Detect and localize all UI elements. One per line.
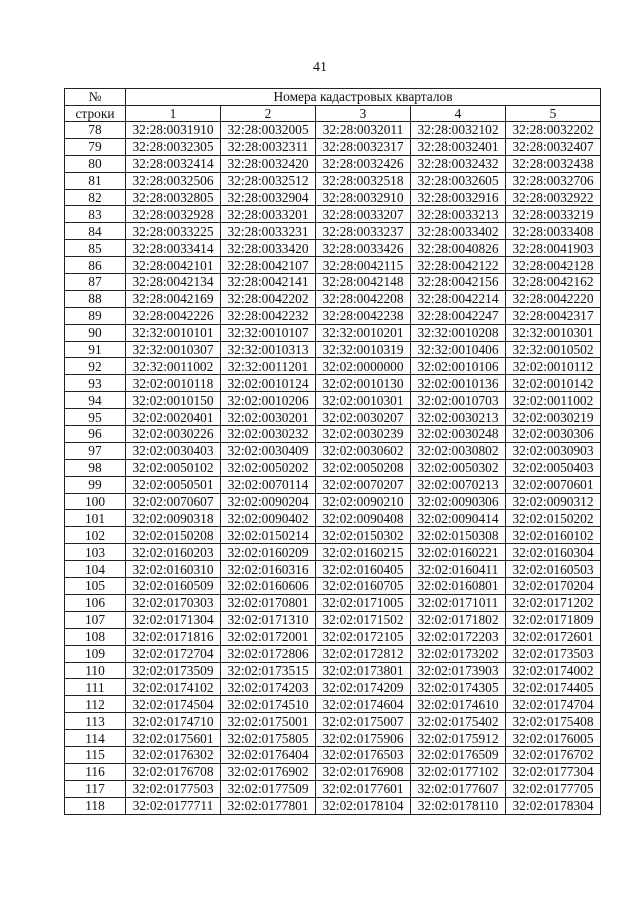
row-number-cell: 99 [65,476,126,493]
cadastral-number-cell: 32:02:0011002 [506,392,601,409]
cadastral-number-cell: 32:28:0032305 [126,138,221,155]
cadastral-number-cell: 32:02:0174510 [221,696,316,713]
row-number-cell: 117 [65,780,126,797]
cadastral-number-cell: 32:28:0042202 [221,290,316,307]
cadastral-number-cell: 32:02:0070607 [126,493,221,510]
cadastral-number-cell: 32:02:0172601 [506,628,601,645]
cadastral-number-cell: 32:02:0171310 [221,611,316,628]
table-row [65,206,601,223]
cadastral-number-cell: 32:28:0042128 [506,257,601,274]
row-number-cell: 88 [65,290,126,307]
row-number-cell: 97 [65,442,126,459]
cadastral-number-cell: 32:32:0010406 [411,341,506,358]
row-number-cell: 110 [65,662,126,679]
row-number-cell: 94 [65,392,126,409]
cadastral-number-cell: 32:32:0011002 [126,358,221,375]
row-number-cell: 96 [65,426,126,443]
table-row [65,493,601,510]
row-number-cell: 79 [65,138,126,155]
cadastral-number-cell: 32:02:0172806 [221,645,316,662]
cadastral-number-cell: 32:02:0178110 [411,797,506,814]
cadastral-number-cell: 32:02:0000000 [316,358,411,375]
row-number-cell: 90 [65,324,126,341]
row-number-cell: 80 [65,155,126,172]
cadastral-number-cell: 32:02:0172001 [221,628,316,645]
cadastral-number-cell: 32:02:0177509 [221,780,316,797]
header-column-number: 4 [411,105,506,122]
cadastral-number-cell: 32:02:0090210 [316,493,411,510]
cadastral-number-cell: 32:28:0042134 [126,274,221,291]
cadastral-number-cell: 32:02:0150302 [316,527,411,544]
cadastral-number-cell: 32:02:0160606 [221,578,316,595]
row-number-cell: 93 [65,375,126,392]
cadastral-number-cell: 32:02:0010703 [411,392,506,409]
cadastral-number-cell: 32:28:0032317 [316,138,411,155]
table-row [65,122,601,139]
cadastral-number-cell: 32:02:0010142 [506,375,601,392]
cadastral-number-cell: 32:02:0030802 [411,442,506,459]
cadastral-number-cell: 32:28:0033207 [316,206,411,223]
cadastral-number-cell: 32:28:0042141 [221,274,316,291]
cadastral-number-cell: 32:02:0010206 [221,392,316,409]
cadastral-number-cell: 32:02:0170801 [221,594,316,611]
cadastral-number-cell: 32:02:0176509 [411,746,506,763]
row-number-cell: 95 [65,409,126,426]
cadastral-number-cell: 32:02:0172704 [126,645,221,662]
cadastral-number-cell: 32:28:0042226 [126,307,221,324]
cadastral-number-cell: 32:02:0050302 [411,459,506,476]
cadastral-number-cell: 32:02:0177102 [411,763,506,780]
cadastral-number-cell: 32:02:0177607 [411,780,506,797]
cadastral-number-cell: 32:02:0010124 [221,375,316,392]
cadastral-number-cell: 32:02:0176708 [126,763,221,780]
cadastral-number-cell: 32:02:0174203 [221,679,316,696]
cadastral-number-cell: 32:28:0033426 [316,240,411,257]
cadastral-number-cell: 32:28:0042101 [126,257,221,274]
cadastral-number-cell: 32:02:0160304 [506,544,601,561]
row-number-cell: 100 [65,493,126,510]
row-number-cell: 103 [65,544,126,561]
table-row [65,155,601,172]
cadastral-number-cell: 32:02:0150214 [221,527,316,544]
cadastral-number-cell: 32:02:0150308 [411,527,506,544]
cadastral-number-cell: 32:02:0174610 [411,696,506,713]
table-row [65,544,601,561]
cadastral-number-cell: 32:02:0030201 [221,409,316,426]
cadastral-number-cell: 32:02:0020401 [126,409,221,426]
cadastral-number-cell: 32:28:0033213 [411,206,506,223]
cadastral-number-cell: 32:02:0090318 [126,510,221,527]
cadastral-number-cell: 32:28:0032904 [221,189,316,206]
cadastral-number-cell: 32:28:0032438 [506,155,601,172]
cadastral-number-cell: 32:02:0173509 [126,662,221,679]
table-row [65,713,601,730]
row-number-cell: 101 [65,510,126,527]
cadastral-number-cell: 32:02:0174704 [506,696,601,713]
cadastral-number-cell: 32:02:0030207 [316,409,411,426]
table-row [65,578,601,595]
cadastral-number-cell: 32:28:0032432 [411,155,506,172]
row-number-cell: 84 [65,223,126,240]
cadastral-number-cell: 32:02:0177801 [221,797,316,814]
cadastral-number-cell: 32:28:0032426 [316,155,411,172]
table-row [65,628,601,645]
table-row [65,763,601,780]
row-number-cell: 105 [65,578,126,595]
page-number: 41 [313,60,327,75]
row-number-cell: 91 [65,341,126,358]
cadastral-number-cell: 32:02:0174002 [506,662,601,679]
cadastral-number-cell: 32:02:0050403 [506,459,601,476]
cadastral-number-cell: 32:28:0032506 [126,172,221,189]
row-number-cell: 114 [65,730,126,747]
cadastral-number-cell: 32:32:0010208 [411,324,506,341]
cadastral-number-cell: 32:28:0032011 [316,122,411,139]
cadastral-number-cell: 32:02:0176005 [506,730,601,747]
row-number-cell: 86 [65,257,126,274]
cadastral-number-cell: 32:28:0042247 [411,307,506,324]
cadastral-quarters-table [64,88,601,815]
header-column-number: 2 [221,105,316,122]
cadastral-number-cell: 32:02:0030903 [506,442,601,459]
cadastral-number-cell: 32:02:0176902 [221,763,316,780]
cadastral-number-cell: 32:02:0070114 [221,476,316,493]
cadastral-number-cell: 32:02:0175402 [411,713,506,730]
cadastral-number-cell: 32:02:0050501 [126,476,221,493]
table-row [65,307,601,324]
cadastral-number-cell: 32:02:0177601 [316,780,411,797]
cadastral-number-cell: 32:02:0175001 [221,713,316,730]
cadastral-number-cell: 32:32:0011201 [221,358,316,375]
cadastral-number-cell: 32:28:0042214 [411,290,506,307]
cadastral-number-cell: 32:02:0010136 [411,375,506,392]
cadastral-number-cell: 32:28:0042148 [316,274,411,291]
cadastral-number-cell: 32:02:0050102 [126,459,221,476]
cadastral-number-cell: 32:28:0042115 [316,257,411,274]
cadastral-number-cell: 32:02:0174604 [316,696,411,713]
table-row [65,459,601,476]
table-row [65,527,601,544]
cadastral-number-cell: 32:32:0010307 [126,341,221,358]
table-row [65,746,601,763]
cadastral-number-cell: 32:02:0174405 [506,679,601,696]
cadastral-number-cell: 32:02:0160221 [411,544,506,561]
cadastral-number-cell: 32:32:0010313 [221,341,316,358]
cadastral-number-cell: 32:32:0010319 [316,341,411,358]
cadastral-number-cell: 32:28:0032922 [506,189,601,206]
table-row [65,611,601,628]
cadastral-number-cell: 32:02:0160102 [506,527,601,544]
row-number-cell: 83 [65,206,126,223]
cadastral-number-cell: 32:02:0090312 [506,493,601,510]
table-row [65,172,601,189]
cadastral-number-cell: 32:32:0010107 [221,324,316,341]
cadastral-number-cell: 32:28:0033219 [506,206,601,223]
cadastral-number-cell: 32:02:0160503 [506,561,601,578]
cadastral-number-cell: 32:02:0174102 [126,679,221,696]
cadastral-number-cell: 32:02:0050208 [316,459,411,476]
cadastral-number-cell: 32:02:0090306 [411,493,506,510]
cadastral-number-cell: 32:28:0032910 [316,189,411,206]
row-number-cell: 78 [65,122,126,139]
cadastral-number-cell: 32:02:0174710 [126,713,221,730]
cadastral-number-cell: 32:02:0176908 [316,763,411,780]
row-number-cell: 81 [65,172,126,189]
cadastral-number-cell: 32:02:0030602 [316,442,411,459]
cadastral-number-cell: 32:28:0032202 [506,122,601,139]
cadastral-number-cell: 32:02:0177705 [506,780,601,797]
cadastral-number-cell: 32:02:0090408 [316,510,411,527]
row-number-cell: 98 [65,459,126,476]
cadastral-number-cell: 32:02:0176702 [506,746,601,763]
cadastral-number-cell: 32:02:0175906 [316,730,411,747]
table-row [65,696,601,713]
table-row [65,510,601,527]
cadastral-number-cell: 32:02:0160509 [126,578,221,595]
cadastral-number-cell: 32:28:0033414 [126,240,221,257]
cadastral-number-cell: 32:02:0175912 [411,730,506,747]
cadastral-number-cell: 32:02:0010118 [126,375,221,392]
cadastral-number-cell: 32:02:0160203 [126,544,221,561]
cadastral-number-cell: 32:28:0032605 [411,172,506,189]
cadastral-number-cell: 32:28:0032401 [411,138,506,155]
cadastral-number-cell: 32:02:0010301 [316,392,411,409]
row-number-cell: 106 [65,594,126,611]
cadastral-number-cell: 32:02:0160411 [411,561,506,578]
cadastral-number-cell: 32:28:0032311 [221,138,316,155]
header-row-number-label: строки [65,105,126,122]
table-row [65,662,601,679]
cadastral-number-cell: 32:28:0042220 [506,290,601,307]
row-number-cell: 112 [65,696,126,713]
table-row [65,645,601,662]
cadastral-number-cell: 32:02:0010130 [316,375,411,392]
cadastral-number-cell: 32:02:0171809 [506,611,601,628]
cadastral-number-cell: 32:28:0033408 [506,223,601,240]
cadastral-number-cell: 32:02:0175601 [126,730,221,747]
cadastral-number-cell: 32:32:0010502 [506,341,601,358]
cadastral-number-cell: 32:02:0176503 [316,746,411,763]
cadastral-number-cell: 32:02:0170303 [126,594,221,611]
cadastral-number-cell: 32:02:0030232 [221,426,316,443]
cadastral-number-cell: 32:02:0160705 [316,578,411,595]
cadastral-number-cell: 32:02:0177304 [506,763,601,780]
row-number-cell: 107 [65,611,126,628]
cadastral-number-cell: 32:02:0174504 [126,696,221,713]
cadastral-number-cell: 32:02:0170204 [506,578,601,595]
cadastral-number-cell: 32:28:0033402 [411,223,506,240]
cadastral-number-cell: 32:02:0171202 [506,594,601,611]
cadastral-number-cell: 32:28:0032518 [316,172,411,189]
cadastral-number-cell: 32:02:0177711 [126,797,221,814]
cadastral-number-cell: 32:02:0090402 [221,510,316,527]
table-row [65,679,601,696]
cadastral-number-cell: 32:28:0042156 [411,274,506,291]
table-row [65,426,601,443]
cadastral-number-cell: 32:02:0171304 [126,611,221,628]
cadastral-number-cell: 32:28:0042169 [126,290,221,307]
table-row [65,476,601,493]
cadastral-number-cell: 32:28:0042232 [221,307,316,324]
cadastral-number-cell: 32:02:0160215 [316,544,411,561]
table-row [65,442,601,459]
cadastral-number-cell: 32:02:0178304 [506,797,601,814]
cadastral-number-cell: 32:02:0160405 [316,561,411,578]
cadastral-number-cell: 32:28:0031910 [126,122,221,139]
table-row [65,561,601,578]
table-row [65,358,601,375]
cadastral-number-cell: 32:02:0173903 [411,662,506,679]
cadastral-number-cell: 32:02:0171005 [316,594,411,611]
cadastral-number-cell: 32:28:0040826 [411,240,506,257]
cadastral-number-cell: 32:28:0042238 [316,307,411,324]
cadastral-number-cell: 32:02:0010106 [411,358,506,375]
table-row [65,409,601,426]
cadastral-number-cell: 32:02:0030226 [126,426,221,443]
header-column-number: 5 [506,105,601,122]
cadastral-number-cell: 32:02:0070213 [411,476,506,493]
cadastral-number-cell: 32:02:0030306 [506,426,601,443]
cadastral-number-cell: 32:28:0032916 [411,189,506,206]
row-number-cell: 115 [65,746,126,763]
table-row [65,189,601,206]
cadastral-number-cell: 32:02:0171802 [411,611,506,628]
cadastral-number-cell: 32:28:0042162 [506,274,601,291]
cadastral-number-cell: 32:02:0010150 [126,392,221,409]
cadastral-number-cell: 32:02:0174209 [316,679,411,696]
table-row [65,274,601,291]
row-number-cell: 118 [65,797,126,814]
cadastral-number-cell: 32:02:0150202 [506,510,601,527]
table-row [65,240,601,257]
cadastral-number-cell: 32:02:0173503 [506,645,601,662]
cadastral-number-cell: 32:02:0160209 [221,544,316,561]
table-row [65,797,601,814]
cadastral-number-cell: 32:02:0171011 [411,594,506,611]
cadastral-number-cell: 32:28:0032420 [221,155,316,172]
cadastral-number-cell: 32:02:0172105 [316,628,411,645]
cadastral-number-cell: 32:02:0160316 [221,561,316,578]
cadastral-number-cell: 32:02:0030403 [126,442,221,459]
header-row-number-symbol: № [65,89,126,106]
cadastral-number-cell: 32:28:0033420 [221,240,316,257]
cadastral-number-cell: 32:28:0033231 [221,223,316,240]
cadastral-number-cell: 32:32:0010201 [316,324,411,341]
table-row [65,223,601,240]
cadastral-number-cell: 32:28:0033201 [221,206,316,223]
table-row [65,341,601,358]
row-number-cell: 89 [65,307,126,324]
cadastral-number-cell: 32:02:0171502 [316,611,411,628]
cadastral-number-cell: 32:02:0173202 [411,645,506,662]
cadastral-number-cell: 32:02:0172203 [411,628,506,645]
cadastral-number-cell: 32:28:0032512 [221,172,316,189]
row-number-cell: 82 [65,189,126,206]
table-row [65,257,601,274]
cadastral-number-cell: 32:02:0173801 [316,662,411,679]
row-number-cell: 108 [65,628,126,645]
cadastral-number-cell: 32:02:0175007 [316,713,411,730]
cadastral-number-cell: 32:02:0030213 [411,409,506,426]
row-number-cell: 111 [65,679,126,696]
row-number-cell: 104 [65,561,126,578]
cadastral-number-cell: 32:02:0030409 [221,442,316,459]
row-number-cell: 116 [65,763,126,780]
cadastral-number-cell: 32:28:0042317 [506,307,601,324]
cadastral-number-cell: 32:02:0175408 [506,713,601,730]
cadastral-number-cell: 32:02:0050202 [221,459,316,476]
row-number-cell: 92 [65,358,126,375]
cadastral-number-cell: 32:28:0032005 [221,122,316,139]
cadastral-number-cell: 32:28:0041903 [506,240,601,257]
table-row [65,375,601,392]
header-column-number: 3 [316,105,411,122]
table-row [65,324,601,341]
table-row [65,594,601,611]
cadastral-number-cell: 32:32:0010101 [126,324,221,341]
cadastral-number-cell: 32:28:0032928 [126,206,221,223]
cadastral-number-cell: 32:02:0173515 [221,662,316,679]
table-row [65,730,601,747]
cadastral-number-cell: 32:28:0032706 [506,172,601,189]
cadastral-number-cell: 32:02:0177503 [126,780,221,797]
header-column-number: 1 [126,105,221,122]
cadastral-number-cell: 32:28:0033237 [316,223,411,240]
cadastral-number-cell: 32:28:0032407 [506,138,601,155]
cadastral-number-cell: 32:02:0172812 [316,645,411,662]
table-row [65,138,601,155]
cadastral-number-cell: 32:02:0175805 [221,730,316,747]
cadastral-number-cell: 32:02:0030239 [316,426,411,443]
cadastral-number-cell: 32:02:0010112 [506,358,601,375]
cadastral-number-cell: 32:02:0090414 [411,510,506,527]
cadastral-number-cell: 32:28:0042208 [316,290,411,307]
row-number-cell: 85 [65,240,126,257]
cadastral-number-cell: 32:02:0176302 [126,746,221,763]
cadastral-number-cell: 32:02:0030248 [411,426,506,443]
cadastral-number-cell: 32:02:0178104 [316,797,411,814]
cadastral-number-cell: 32:28:0042107 [221,257,316,274]
cadastral-number-cell: 32:02:0174305 [411,679,506,696]
cadastral-number-cell: 32:02:0150208 [126,527,221,544]
row-number-cell: 102 [65,527,126,544]
cadastral-number-cell: 32:32:0010301 [506,324,601,341]
cadastral-number-cell: 32:02:0070207 [316,476,411,493]
cadastral-number-cell: 32:28:0033225 [126,223,221,240]
table-row [65,780,601,797]
cadastral-number-cell: 32:02:0030219 [506,409,601,426]
cadastral-number-cell: 32:02:0160310 [126,561,221,578]
cadastral-number-cell: 32:02:0176404 [221,746,316,763]
table-row [65,290,601,307]
cadastral-number-cell: 32:02:0160801 [411,578,506,595]
cadastral-number-cell: 32:28:0032414 [126,155,221,172]
cadastral-number-cell: 32:02:0070601 [506,476,601,493]
row-number-cell: 113 [65,713,126,730]
table-body [65,122,601,815]
cadastral-number-cell: 32:28:0042122 [411,257,506,274]
header-cadastral-quarters: Номера кадастровых кварталов [126,89,601,106]
cadastral-number-cell: 32:02:0171816 [126,628,221,645]
row-number-cell: 87 [65,274,126,291]
cadastral-number-cell: 32:02:0090204 [221,493,316,510]
row-number-cell: 109 [65,645,126,662]
table-row [65,392,601,409]
cadastral-number-cell: 32:28:0032805 [126,189,221,206]
cadastral-number-cell: 32:28:0032102 [411,122,506,139]
